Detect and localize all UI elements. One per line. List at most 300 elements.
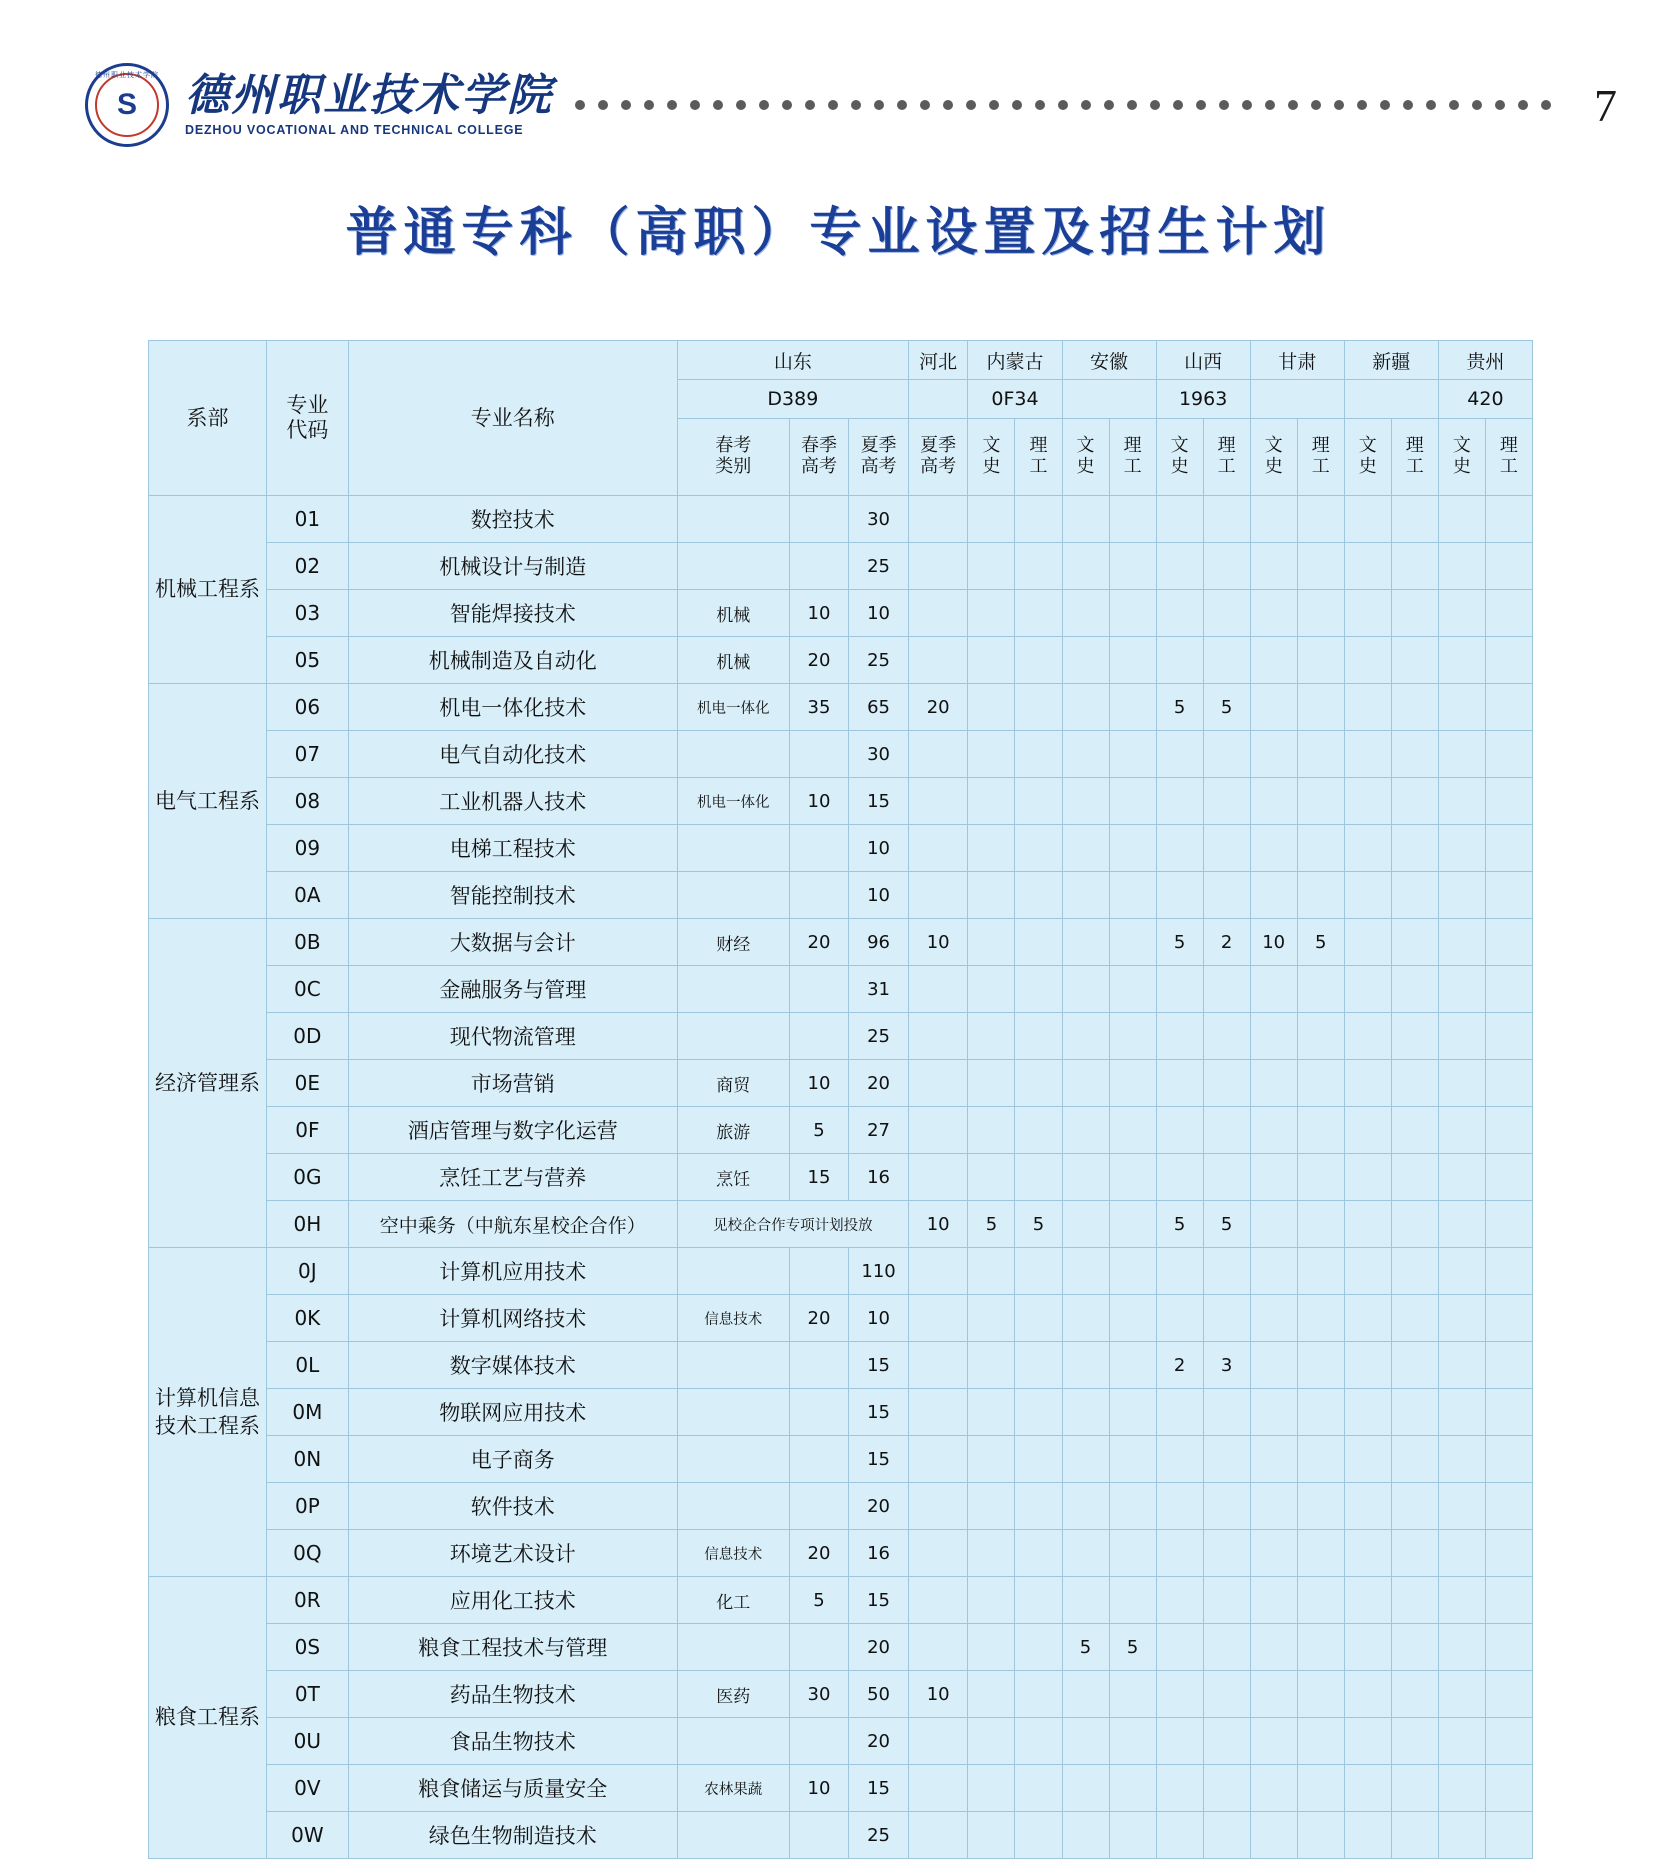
- dotted-divider: [575, 99, 1555, 111]
- plan-number-cell: [1250, 1248, 1297, 1295]
- plan-number-cell: [908, 1812, 968, 1859]
- header-subject: 春季 高考: [789, 419, 849, 496]
- plan-number-cell: [1391, 1765, 1438, 1812]
- plan-number-cell: [1485, 637, 1532, 684]
- divider-dot: [1150, 100, 1160, 110]
- plan-number-cell: [1156, 1389, 1203, 1436]
- table-row: [149, 1577, 1533, 1624]
- plan-number-cell: [1485, 543, 1532, 590]
- plan-number-cell: [1015, 637, 1062, 684]
- plan-number-cell: [968, 1624, 1015, 1671]
- plan-number-cell: [789, 1013, 849, 1060]
- plan-number-cell: [1062, 1577, 1109, 1624]
- plan-number-cell: [1391, 637, 1438, 684]
- logo-text-block: [185, 69, 553, 138]
- plan-number-cell: [1062, 1060, 1109, 1107]
- plan-number-cell: [1015, 684, 1062, 731]
- plan-number-cell: [1297, 1342, 1344, 1389]
- plan-number-cell: [968, 825, 1015, 872]
- plan-number-cell: [968, 872, 1015, 919]
- plan-number-cell: [1438, 1154, 1485, 1201]
- plan-number-cell: [1062, 1671, 1109, 1718]
- divider-dot: [713, 100, 723, 110]
- plan-number-cell: [1109, 1107, 1156, 1154]
- plan-number-cell: [1156, 778, 1203, 825]
- plan-number-cell: [968, 1436, 1015, 1483]
- plan-number-cell: [1391, 1107, 1438, 1154]
- plan-number-cell: [1344, 872, 1391, 919]
- dept-cell: 经济管理系: [149, 919, 267, 1248]
- plan-number-cell: [1391, 778, 1438, 825]
- plan-number-cell: [968, 590, 1015, 637]
- table-row: [149, 1436, 1533, 1483]
- header-subject: 理 工: [1391, 419, 1438, 496]
- plan-number-cell: [1109, 1342, 1156, 1389]
- major-name-cell: 空中乘务（中航东星校企合作）: [348, 1201, 677, 1248]
- spring-category-cell: 信息技术: [677, 1295, 789, 1342]
- plan-number-cell: [908, 1154, 968, 1201]
- major-name-cell: 数控技术: [348, 496, 677, 543]
- plan-number-cell: [1109, 1530, 1156, 1577]
- plan-number-cell: [1015, 543, 1062, 590]
- divider-dot: [621, 100, 631, 110]
- plan-number-cell: [1438, 1577, 1485, 1624]
- plan-number-cell: [1015, 1624, 1062, 1671]
- header-dept: 系部: [149, 341, 267, 496]
- divider-dot: [1127, 100, 1137, 110]
- divider-dot: [1495, 100, 1505, 110]
- plan-number-cell: [1203, 1577, 1250, 1624]
- plan-number-cell: [1062, 1718, 1109, 1765]
- plan-number-cell: [1156, 637, 1203, 684]
- table-row: [149, 1013, 1533, 1060]
- plan-number-cell: [1485, 1013, 1532, 1060]
- table-row: [149, 1248, 1533, 1295]
- header-province: 安徽: [1062, 341, 1156, 380]
- plan-number-cell: [1109, 1812, 1156, 1859]
- divider-dot: [1104, 100, 1114, 110]
- plan-number-cell: [1109, 1483, 1156, 1530]
- plan-number-cell: [1297, 1013, 1344, 1060]
- plan-number-cell: [1203, 1530, 1250, 1577]
- plan-number-cell: [1062, 590, 1109, 637]
- plan-number-cell: [1344, 731, 1391, 778]
- spring-category-cell: [677, 966, 789, 1013]
- plan-number-cell: [1344, 919, 1391, 966]
- spring-category-cell: 商贸: [677, 1060, 789, 1107]
- plan-number-cell: [1438, 1107, 1485, 1154]
- plan-number-cell: [1156, 1812, 1203, 1859]
- spring-category-cell: [677, 825, 789, 872]
- plan-number-cell: [1062, 1013, 1109, 1060]
- plan-number-cell: [1438, 778, 1485, 825]
- plan-number-cell: [968, 966, 1015, 1013]
- plan-number-cell: [1156, 1013, 1203, 1060]
- plan-number-cell: [1485, 1154, 1532, 1201]
- plan-number-cell: [789, 1436, 849, 1483]
- plan-number-cell: [908, 1248, 968, 1295]
- plan-number-cell: [1109, 590, 1156, 637]
- plan-number-cell: [1062, 919, 1109, 966]
- plan-number-cell: [908, 1483, 968, 1530]
- plan-number-cell: [1203, 1624, 1250, 1671]
- header-subject: 文 史: [1156, 419, 1203, 496]
- table-row: [149, 1295, 1533, 1342]
- plan-number-cell: [789, 966, 849, 1013]
- divider-dot: [966, 100, 976, 110]
- plan-number-cell: [1109, 543, 1156, 590]
- logo-letter: S: [95, 73, 159, 137]
- plan-number-cell: [1109, 919, 1156, 966]
- plan-number-cell: [789, 1389, 849, 1436]
- logo-emblem-icon: [85, 63, 169, 147]
- plan-number-cell: [1344, 1624, 1391, 1671]
- plan-number-cell: [1015, 1342, 1062, 1389]
- plan-number-cell: [1297, 1812, 1344, 1859]
- plan-number-cell: [1485, 872, 1532, 919]
- plan-number-cell: 5: [789, 1107, 849, 1154]
- plan-number-cell: [1062, 825, 1109, 872]
- plan-number-cell: [1015, 966, 1062, 1013]
- plan-number-cell: 15: [849, 1436, 909, 1483]
- plan-number-cell: [908, 1436, 968, 1483]
- college-logo: [85, 63, 553, 147]
- plan-number-cell: [1438, 1201, 1485, 1248]
- table-row: [149, 1154, 1533, 1201]
- spring-category-cell: 机械: [677, 590, 789, 637]
- plan-number-cell: 110: [849, 1248, 909, 1295]
- plan-number-cell: [1062, 1295, 1109, 1342]
- page-header: [85, 60, 1617, 150]
- divider-dot: [1196, 100, 1206, 110]
- plan-number-cell: [1344, 1483, 1391, 1530]
- plan-number-cell: [789, 1342, 849, 1389]
- divider-dot: [1426, 100, 1436, 110]
- spring-category-cell: [677, 1483, 789, 1530]
- plan-number-cell: [908, 1389, 968, 1436]
- plan-number-cell: [908, 731, 968, 778]
- plan-number-cell: [1156, 543, 1203, 590]
- plan-number-cell: [1250, 1812, 1297, 1859]
- plan-number-cell: [1485, 1577, 1532, 1624]
- plan-number-cell: 25: [849, 1013, 909, 1060]
- plan-number-cell: [1297, 1295, 1344, 1342]
- plan-number-cell: [1344, 1812, 1391, 1859]
- table-row: [149, 1060, 1533, 1107]
- plan-number-cell: [1250, 872, 1297, 919]
- header-province: 内蒙古: [968, 341, 1062, 380]
- plan-number-cell: [1203, 1295, 1250, 1342]
- plan-number-cell: [1438, 637, 1485, 684]
- major-name-cell: 食品生物技术: [348, 1718, 677, 1765]
- plan-number-cell: [789, 496, 849, 543]
- major-code-cell: 03: [267, 590, 349, 637]
- plan-number-cell: [1062, 1530, 1109, 1577]
- plan-number-cell: 15: [849, 778, 909, 825]
- spring-category-cell: 烹饪: [677, 1154, 789, 1201]
- plan-number-cell: [968, 496, 1015, 543]
- plan-number-cell: [1062, 1107, 1109, 1154]
- plan-number-cell: [1297, 1389, 1344, 1436]
- major-code-cell: 0G: [267, 1154, 349, 1201]
- plan-number-cell: 10: [908, 1671, 968, 1718]
- plan-number-cell: [1344, 1060, 1391, 1107]
- plan-number-cell: [1438, 496, 1485, 543]
- plan-number-cell: [1109, 1577, 1156, 1624]
- plan-number-cell: [1391, 496, 1438, 543]
- major-name-cell: 粮食储运与质量安全: [348, 1765, 677, 1812]
- header-subject: 文 史: [1344, 419, 1391, 496]
- major-code-cell: 09: [267, 825, 349, 872]
- plan-number-cell: [1344, 1765, 1391, 1812]
- plan-number-cell: [1391, 1060, 1438, 1107]
- plan-number-cell: 5: [1015, 1201, 1062, 1248]
- plan-number-cell: [908, 872, 968, 919]
- plan-number-cell: 20: [849, 1060, 909, 1107]
- plan-number-cell: [1250, 1389, 1297, 1436]
- header-subject: 理 工: [1109, 419, 1156, 496]
- plan-number-cell: [1156, 1530, 1203, 1577]
- plan-number-cell: 30: [789, 1671, 849, 1718]
- divider-dot: [736, 100, 746, 110]
- major-name-cell: 药品生物技术: [348, 1671, 677, 1718]
- divider-dot: [1058, 100, 1068, 110]
- plan-number-cell: [1297, 966, 1344, 1013]
- plan-number-cell: 15: [849, 1342, 909, 1389]
- header-subject: 理 工: [1297, 419, 1344, 496]
- plan-number-cell: [968, 1671, 1015, 1718]
- plan-number-cell: [1438, 1530, 1485, 1577]
- header-subject: 理 工: [1203, 419, 1250, 496]
- plan-number-cell: [1203, 966, 1250, 1013]
- plan-number-cell: [1015, 1718, 1062, 1765]
- plan-number-cell: [1297, 496, 1344, 543]
- plan-number-cell: [1438, 1718, 1485, 1765]
- plan-number-cell: [1344, 1248, 1391, 1295]
- plan-number-cell: [1156, 1295, 1203, 1342]
- major-name-cell: 市场营销: [348, 1060, 677, 1107]
- plan-number-cell: 25: [849, 1812, 909, 1859]
- plan-number-cell: [1015, 1389, 1062, 1436]
- major-code-cell: 0V: [267, 1765, 349, 1812]
- plan-number-cell: [908, 1624, 968, 1671]
- plan-number-cell: [1015, 1295, 1062, 1342]
- college-name-cn: 德州职业技术学院: [185, 69, 553, 121]
- major-name-cell: 数字媒体技术: [348, 1342, 677, 1389]
- plan-number-cell: [1015, 1765, 1062, 1812]
- plan-number-cell: [1203, 496, 1250, 543]
- header-province: 甘肃: [1250, 341, 1344, 380]
- plan-number-cell: [1109, 1013, 1156, 1060]
- major-name-cell: 智能焊接技术: [348, 590, 677, 637]
- major-code-cell: 08: [267, 778, 349, 825]
- divider-dot: [1449, 100, 1459, 110]
- major-code-cell: 0J: [267, 1248, 349, 1295]
- major-code-cell: 0S: [267, 1624, 349, 1671]
- plan-number-cell: [1015, 778, 1062, 825]
- divider-dot: [1288, 100, 1298, 110]
- header-province-code: [1250, 380, 1344, 419]
- plan-number-cell: [968, 1483, 1015, 1530]
- plan-number-cell: [1438, 919, 1485, 966]
- plan-number-cell: [1485, 1060, 1532, 1107]
- major-name-cell: 大数据与会计: [348, 919, 677, 966]
- plan-number-cell: [1391, 825, 1438, 872]
- plan-number-cell: [1250, 1577, 1297, 1624]
- plan-number-cell: [1109, 1154, 1156, 1201]
- plan-number-cell: [1250, 590, 1297, 637]
- plan-number-cell: [1485, 1295, 1532, 1342]
- plan-number-cell: [1297, 1624, 1344, 1671]
- page-title: 普通专科（高职）专业设置及招生计划: [345, 202, 1332, 263]
- plan-number-cell: [1391, 1483, 1438, 1530]
- divider-dot: [782, 100, 792, 110]
- spring-category-cell: 化工: [677, 1577, 789, 1624]
- plan-number-cell: [1015, 872, 1062, 919]
- major-name-cell: 智能控制技术: [348, 872, 677, 919]
- plan-number-cell: [1344, 1107, 1391, 1154]
- plan-number-cell: [1062, 966, 1109, 1013]
- plan-number-cell: [1250, 1013, 1297, 1060]
- plan-number-cell: [968, 1342, 1015, 1389]
- plan-number-cell: [1156, 1577, 1203, 1624]
- plan-number-cell: [1156, 1671, 1203, 1718]
- header-province-code: [1344, 380, 1438, 419]
- plan-number-cell: 50: [849, 1671, 909, 1718]
- plan-number-cell: [1438, 1765, 1485, 1812]
- spring-category-cell: [677, 1624, 789, 1671]
- plan-number-cell: [968, 778, 1015, 825]
- plan-number-cell: [1015, 1436, 1062, 1483]
- plan-number-cell: [1485, 1765, 1532, 1812]
- plan-number-cell: [1250, 496, 1297, 543]
- plan-number-cell: 5: [789, 1577, 849, 1624]
- plan-number-cell: 20: [908, 684, 968, 731]
- plan-number-cell: [1062, 778, 1109, 825]
- plan-number-cell: [1109, 1060, 1156, 1107]
- plan-number-cell: [968, 1718, 1015, 1765]
- plan-number-cell: [1250, 1342, 1297, 1389]
- plan-number-cell: [968, 1577, 1015, 1624]
- plan-number-cell: [1297, 1765, 1344, 1812]
- plan-number-cell: [1344, 1389, 1391, 1436]
- plan-number-cell: [1438, 1436, 1485, 1483]
- spring-category-cell: 财经: [677, 919, 789, 966]
- spring-category-cell: [677, 731, 789, 778]
- plan-number-cell: [1203, 543, 1250, 590]
- table-row: [149, 1389, 1533, 1436]
- plan-number-cell: [1109, 1436, 1156, 1483]
- college-name-en: DEZHOU VOCATIONAL AND TECHNICAL COLLEGE: [185, 123, 524, 138]
- plan-number-cell: [789, 1248, 849, 1295]
- plan-number-cell: [789, 1812, 849, 1859]
- plan-number-cell: [1109, 825, 1156, 872]
- plan-number-cell: [1062, 1765, 1109, 1812]
- plan-number-cell: [968, 1295, 1015, 1342]
- table-row: [149, 778, 1533, 825]
- divider-dot: [1403, 100, 1413, 110]
- plan-number-cell: 20: [789, 1530, 849, 1577]
- major-code-cell: 07: [267, 731, 349, 778]
- plan-number-cell: [1485, 825, 1532, 872]
- plan-number-cell: [1485, 966, 1532, 1013]
- major-note-cell: 见校企合作专项计划投放: [677, 1201, 908, 1248]
- plan-number-cell: [1391, 1154, 1438, 1201]
- plan-number-cell: [1250, 1765, 1297, 1812]
- plan-number-cell: 20: [849, 1624, 909, 1671]
- table-row: [149, 496, 1533, 543]
- spring-category-cell: [677, 543, 789, 590]
- divider-dot: [1334, 100, 1344, 110]
- divider-dot: [1380, 100, 1390, 110]
- divider-dot: [1035, 100, 1045, 110]
- table-row: [149, 1483, 1533, 1530]
- table-row: [149, 966, 1533, 1013]
- major-name-cell: 环境艺术设计: [348, 1530, 677, 1577]
- plan-number-cell: [1062, 872, 1109, 919]
- plan-number-cell: [1344, 1013, 1391, 1060]
- plan-number-cell: [1062, 1248, 1109, 1295]
- plan-number-cell: [1015, 590, 1062, 637]
- plan-number-cell: [1109, 872, 1156, 919]
- plan-number-cell: [1062, 1436, 1109, 1483]
- major-name-cell: 应用化工技术: [348, 1577, 677, 1624]
- plan-number-cell: [1438, 590, 1485, 637]
- major-code-cell: 0U: [267, 1718, 349, 1765]
- plan-number-cell: [968, 684, 1015, 731]
- plan-number-cell: [1344, 637, 1391, 684]
- plan-number-cell: [1297, 731, 1344, 778]
- plan-number-cell: 10: [849, 872, 909, 919]
- major-code-cell: 0Q: [267, 1530, 349, 1577]
- plan-number-cell: 5: [1203, 684, 1250, 731]
- plan-number-cell: [968, 1248, 1015, 1295]
- plan-number-cell: [1391, 1295, 1438, 1342]
- spring-category-cell: 机电一体化: [677, 684, 789, 731]
- plan-number-cell: [1109, 1248, 1156, 1295]
- plan-number-cell: 5: [968, 1201, 1015, 1248]
- plan-number-cell: [1344, 825, 1391, 872]
- plan-number-cell: 15: [849, 1577, 909, 1624]
- plan-number-cell: [1391, 1342, 1438, 1389]
- plan-number-cell: [1438, 1671, 1485, 1718]
- header-subject: 文 史: [968, 419, 1015, 496]
- plan-number-cell: 10: [849, 590, 909, 637]
- table-row: [149, 1671, 1533, 1718]
- header-province-code: [1062, 380, 1156, 419]
- plan-number-cell: [908, 590, 968, 637]
- major-name-cell: 烹饪工艺与营养: [348, 1154, 677, 1201]
- plan-number-cell: [908, 1342, 968, 1389]
- divider-dot: [1012, 100, 1022, 110]
- plan-number-cell: [908, 1107, 968, 1154]
- header-province: 贵州: [1438, 341, 1532, 380]
- plan-number-cell: [1203, 1154, 1250, 1201]
- major-code-cell: 02: [267, 543, 349, 590]
- plan-number-cell: [1015, 1107, 1062, 1154]
- plan-number-cell: [968, 1389, 1015, 1436]
- header-province: 山东: [677, 341, 908, 380]
- major-name-cell: 软件技术: [348, 1483, 677, 1530]
- plan-number-cell: [1109, 1718, 1156, 1765]
- major-code-cell: 0A: [267, 872, 349, 919]
- plan-number-cell: [1203, 590, 1250, 637]
- plan-number-cell: [1391, 590, 1438, 637]
- table-row: [149, 1812, 1533, 1859]
- divider-dot: [759, 100, 769, 110]
- header-subject: 理 工: [1015, 419, 1062, 496]
- major-name-cell: 计算机应用技术: [348, 1248, 677, 1295]
